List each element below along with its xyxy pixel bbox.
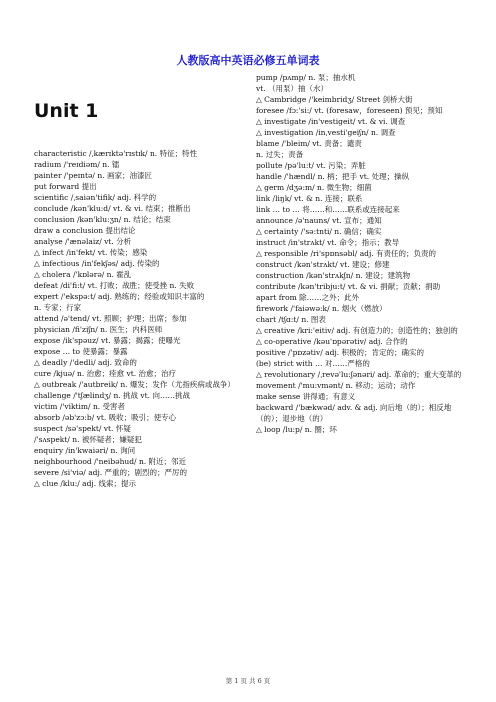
vocab-entry: victim /'viktim/ n. 受害者 xyxy=(34,402,126,411)
vocab-entry: construct /kən'strʌkt/ vt. 建设；修建 xyxy=(256,260,390,269)
right-column xyxy=(256,72,466,435)
vocab-entry: n. 专家；行家 xyxy=(34,303,82,312)
left-vocabulary-list xyxy=(34,148,242,489)
vocab-entry: apart from 除……之外；此外 xyxy=(256,293,360,302)
vocab-entry: conclusion /kən'klu:ʒn/ n. 结论；结束 xyxy=(34,215,171,224)
vocab-entry: △ responsible /ri'spɒnsəbl/ adj. 有责任的；负责的 xyxy=(256,249,437,258)
vocab-entry: △ investigate /in'vestigeit/ vt. & vi. 调查 xyxy=(256,117,406,126)
vocab-entry: chart /tʃɑ:t/ n. 图表 xyxy=(256,315,326,324)
vocab-entry: backward /'bækwəd/ adv. & adj. 向后地（的）；相反地（的）；退步地（的） xyxy=(256,403,452,423)
vocab-entry: △ clue /klu:/ adj. 线索；提示 xyxy=(34,479,137,488)
vocab-entry: construction /kən'strʌkʃn/ n. 建设；建筑物 xyxy=(256,271,411,280)
vocab-entry: pollute /pə'lu:t/ vt. 污染；弄脏 xyxy=(256,161,366,170)
vocab-entry: radium /'reɪdiəm/ n. 镭 xyxy=(34,160,120,169)
vocab-entry: △ germ /dʒə:m/ n. 微生物；细菌 xyxy=(256,183,372,192)
vocab-entry: put forward 提出 xyxy=(34,182,97,191)
vocab-entry: △ revolutionary /ˌrevə'lu:ʃənəri/ adj. 革命的；重大变革的 xyxy=(256,370,462,379)
vocab-entry: vt. （用泵）抽（水） xyxy=(256,84,329,93)
vocab-entry: △ investigation /inˌvesti'geiʃn/ n. 调查 xyxy=(256,128,396,137)
unit-heading: Unit 1 xyxy=(34,100,99,122)
vocab-entry: severe /si'viə/ adj. 严重的；剧烈的；严厉的 xyxy=(34,468,188,477)
vocab-entry: defeat /di'fi:t/ vt. 打败；战胜；使受挫 n. 失败 xyxy=(34,281,195,290)
vocab-entry: /'sʌspekt/ n. 被怀疑者；嫌疑犯 xyxy=(34,435,142,444)
vocab-entry: blame /'bleim/ vt. 责备；谴责 xyxy=(256,139,362,148)
vocab-entry: △ deadly /'dedli/ adj. 致命的 xyxy=(34,358,137,367)
vocab-entry: △ outbreak /'autbreik/ n. 爆发；发作（尤指疾病或战争） xyxy=(34,380,235,389)
vocab-entry: challenge /'tʃælindʒ/ n. 挑战 vt. 向……挑战 xyxy=(34,391,190,400)
vocab-entry: expose … to 使暴露；暴露 xyxy=(34,347,128,356)
vocab-entry: movement /'mu:vmənt/ n. 移动；运动；动作 xyxy=(256,381,416,390)
vocab-entry: attend /ə'tend/ vt. 照顾；护理；出席；参加 xyxy=(34,314,187,323)
vocab-entry: △ certainty /'sə:tnti/ n. 确信；确实 xyxy=(256,227,382,236)
vocab-entry: analyse /'ænəlaiz/ vt. 分析 xyxy=(34,237,132,246)
vocab-entry: painter /'peɪntə/ n. 画家；油漆匠 xyxy=(34,171,152,180)
vocab-entry: expert /'ekspə:t/ adj. 熟练的；经验或知识丰富的 xyxy=(34,292,205,301)
vocab-entry: positive /'pɒzətiv/ adj. 积极的；肯定的；确实的 xyxy=(256,348,425,357)
vocab-entry: handle /'hændl/ n. 柄；把手 vt. 处理；操纵 xyxy=(256,172,410,181)
vocab-entry: △ loop /lu:p/ n. 圈；环 xyxy=(256,425,337,434)
page-footer: 第 1 页 共 6 页 xyxy=(225,677,271,685)
page-title: 人教版高中英语必修五单词表 xyxy=(176,54,320,67)
vocab-entry: expose /ik'spəuz/ vt. 暴露；揭露；使曝光 xyxy=(34,336,181,345)
vocab-entry: △ infect /in'fekt/ vt. 传染；感染 xyxy=(34,248,148,257)
vocab-entry: △ Cambridge /'keimbridʒ/ Street 剑桥大街 xyxy=(256,95,413,104)
vocab-entry: announce /ə'nauns/ vt. 宣布；通知 xyxy=(256,216,382,225)
vocab-entry: link /liŋk/ vt. & n. 连接；联系 xyxy=(256,194,363,203)
vocab-entry: cure /kjuə/ n. 治愈；痊愈 vt. 治愈；治疗 xyxy=(34,369,177,378)
left-column xyxy=(34,72,242,489)
vocab-entry: foresee /fɔ:'si:/ vt. (foresaw，foreseen) 预见；预知 xyxy=(256,106,443,115)
vocab-entry: conclude /kən'klu:d/ vt. & vi. 结束；推断出 xyxy=(34,204,191,213)
vocab-entry: pump /pʌmp/ n. 泵；抽水机 xyxy=(256,73,356,82)
vocab-entry: △ co-operative /kəu'ɒpərətiv/ adj. 合作的 xyxy=(256,337,408,346)
vocab-entry: draw a conclusion 提出结论 xyxy=(34,226,136,235)
vocab-entry: △ infectious /in'fekʃəs/ adj. 传染的 xyxy=(34,259,160,268)
vocab-entry: enquiry /in'kwaiəri/ n. 询问 xyxy=(34,446,136,455)
vocab-entry: firework /'faiəwə:k/ n. 烟火（燃放） xyxy=(256,304,387,313)
vocab-entry: absorb /əb'zɔ:b/ vt. 吸收；吸引；使专心 xyxy=(34,413,177,422)
vocab-entry: characteristic /ˌkærɪktə'rɪstɪk/ n. 特征；特性 xyxy=(34,149,198,158)
vocab-entry: link … to … 将……和……联系或连接起来 xyxy=(256,205,400,214)
vocab-entry: contribute /kən'tribju:t/ vt. & vi. 捐献；贡献；捐助 xyxy=(256,282,441,291)
vocab-entry: neighbourhood /'neibəhud/ n. 附近；邻近 xyxy=(34,457,187,466)
vocab-entry: suspect /sə'spekt/ vt. 怀疑 xyxy=(34,424,131,433)
vocab-entry: n. 过失；责备 xyxy=(256,150,304,159)
vocab-entry: △ creative /kri:'eitiv/ adj. 有创造力的；创造性的；独创的 xyxy=(256,326,458,335)
vocab-entry: △ cholera /'kɒlərə/ n. 霍乱 xyxy=(34,270,132,279)
vocab-entry: make sense 讲得通；有意义 xyxy=(256,392,356,401)
vocab-entry: (be) strict with … 对……严格的 xyxy=(256,359,370,368)
vocab-entry: physician /fi'ziʃn/ n. 医生；内科医师 xyxy=(34,325,163,334)
vocab-entry: instruct /in'strʌkt/ vt. 命令；指示；教导 xyxy=(256,238,400,247)
vocab-entry: scientific /ˌsaiən'tifik/ adj. 科学的 xyxy=(34,193,157,202)
right-vocabulary-list xyxy=(256,72,466,435)
